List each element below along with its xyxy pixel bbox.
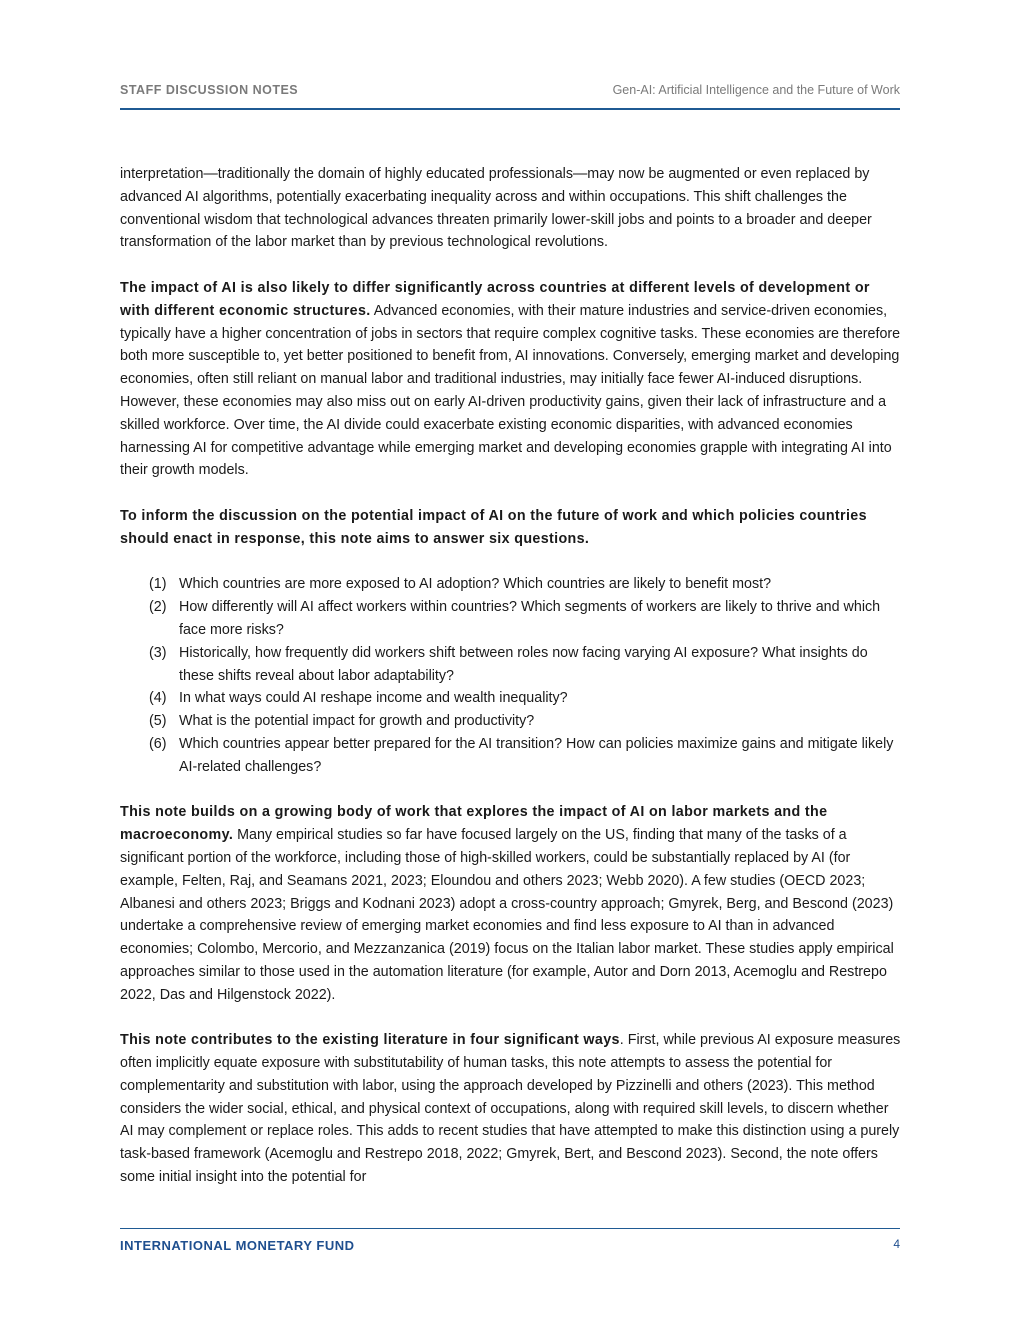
document-body — [120, 163, 902, 1189]
paragraph-5 — [120, 1029, 902, 1189]
paragraph-1 — [120, 163, 902, 254]
header-document-title: Gen-AI: Artificial Intelligence and the Future of Work — [612, 83, 900, 97]
list-item-text: What is the potential impact for growth and productivity? — [179, 713, 535, 730]
list-item-text: In what ways could AI reshape income and wealth inequality? — [179, 690, 568, 707]
list-item — [120, 596, 902, 642]
list-item-text: Historically, how frequently did workers shift between roles now facing varying AI exposure? What insights do these shifts reveal about labor adaptability? — [179, 644, 868, 684]
header-series-title: STAFF DISCUSSION NOTES — [120, 83, 299, 97]
list-item-text: Which countries appear better prepared for the AI transition? How can policies maximize gains and mitigate likely AI-related challenges? — [179, 735, 894, 775]
list-item-number: (3) — [149, 644, 167, 661]
list-item — [120, 710, 902, 733]
paragraph-5-text: . First, while previous AI exposure measures often implicitly equate exposure with substitutability of human tasks, this note attempts to assess the potential for complementarity and substitution with labor, using the approach developed by Pizzinelli and others (2023). This method considers the wider social, ethical, and physical context of occupations, along with required skill levels, to discern whether AI may complement or replace roles. This adds to recent studies that have attempted to make this distinction using a purely task-based framework (Acemoglu and Restrepo 2018, 2022; Gmyrek, Bert, and Bescond 2023). Second, the note offers some initial insight into the potential for — [120, 1032, 901, 1186]
paragraph-2-lead: The impact of AI is also likely to differ significantly across countries at different levels of development or with different economic structures. — [120, 279, 870, 319]
paragraph-2-text: Advanced economies, with their mature industries and service-driven economies, typically have a higher concentration of jobs in sectors that require complex cognitive tasks. These economies are therefore both more susceptible to, yet better positioned to benefit from, AI innovations. Conversely, emerging market and developing economies, often still reliant on manual labor and traditional industries, may initially face fewer AI-induced disruptions. However, these economies may also miss out on early AI-driven productivity gains, given their lack of infrastructure and a skilled workforce. Over time, the AI divide could exacerbate existing economic disparities, with advanced economies harnessing AI for competitive advantage while emerging market and developing economies grapple with integrating AI into their growth models. — [120, 302, 901, 479]
list-item-number: (5) — [149, 713, 167, 730]
paragraph-2 — [120, 277, 902, 482]
page-number: 4 — [893, 1237, 900, 1251]
page-footer — [120, 1228, 900, 1253]
paragraph-1-text: interpretation—traditionally the domain of highly educated professionals—may now be augmented or even replaced by advanced AI algorithms, potentially exacerbating inequality across and within occupations. This shift challenges the conventional wisdom that technological advances threaten primarily lower-skill jobs and points to a broader and deeper transformation of the labor market than by previous technological revolutions. — [120, 166, 872, 251]
paragraph-3 — [120, 505, 902, 551]
paragraph-4 — [120, 801, 902, 1006]
list-item-number: (6) — [149, 735, 167, 752]
paragraph-5-lead: This note contributes to the existing literature in four significant ways — [120, 1032, 620, 1049]
list-item — [120, 733, 902, 779]
paragraph-4-text: Many empirical studies so far have focused largely on the US, finding that many of the tasks of a significant portion of the workforce, including those of high-skilled workers, could be substantially replaced by AI (for example, Felten, Raj, and Seamans 2021, 2023; Eloundou and others 2023; Webb 2020). A few studies (OECD 2023; Albanesi and others 2023; Briggs and Kodnani 2023) adopt a cross-country approach; Gmyrek, Berg, and Bescond (2023) undertake a comprehensive review of emerging market economies and find less exposure to AI than in advanced economies; Colombo, Mercorio, and Mezzanzanica (2019) focus on the Italian labor market. These studies apply empirical approaches similar to those used in the automation literature (for example, Autor and Dorn 2013, Acemoglu and Restrepo 2022, Das and Hilgenstock 2022). — [120, 827, 894, 1003]
footer-organization: INTERNATIONAL MONETARY FUND — [120, 1238, 355, 1253]
list-item-text: How differently will AI affect workers within countries? Which segments of workers are likely to thrive and which face more risks? — [179, 599, 881, 638]
list-item — [120, 687, 902, 710]
list-item — [120, 573, 902, 596]
page-header — [120, 82, 900, 110]
list-item-number: (1) — [149, 576, 167, 593]
list-item-number: (4) — [149, 690, 167, 707]
list-item-number: (2) — [149, 599, 167, 616]
paragraph-4-lead: This note builds on a growing body of work that explores the impact of AI on labor markets and the macroeconomy. — [120, 804, 828, 844]
paragraph-3-lead: To inform the discussion on the potential impact of AI on the future of work and which policies countries should enact in response, this note aims to answer six questions. — [120, 507, 867, 547]
list-item — [120, 642, 902, 688]
list-item-text: Which countries are more exposed to AI adoption? Which countries are likely to benefit most? — [179, 576, 772, 593]
questions-list — [120, 573, 902, 778]
